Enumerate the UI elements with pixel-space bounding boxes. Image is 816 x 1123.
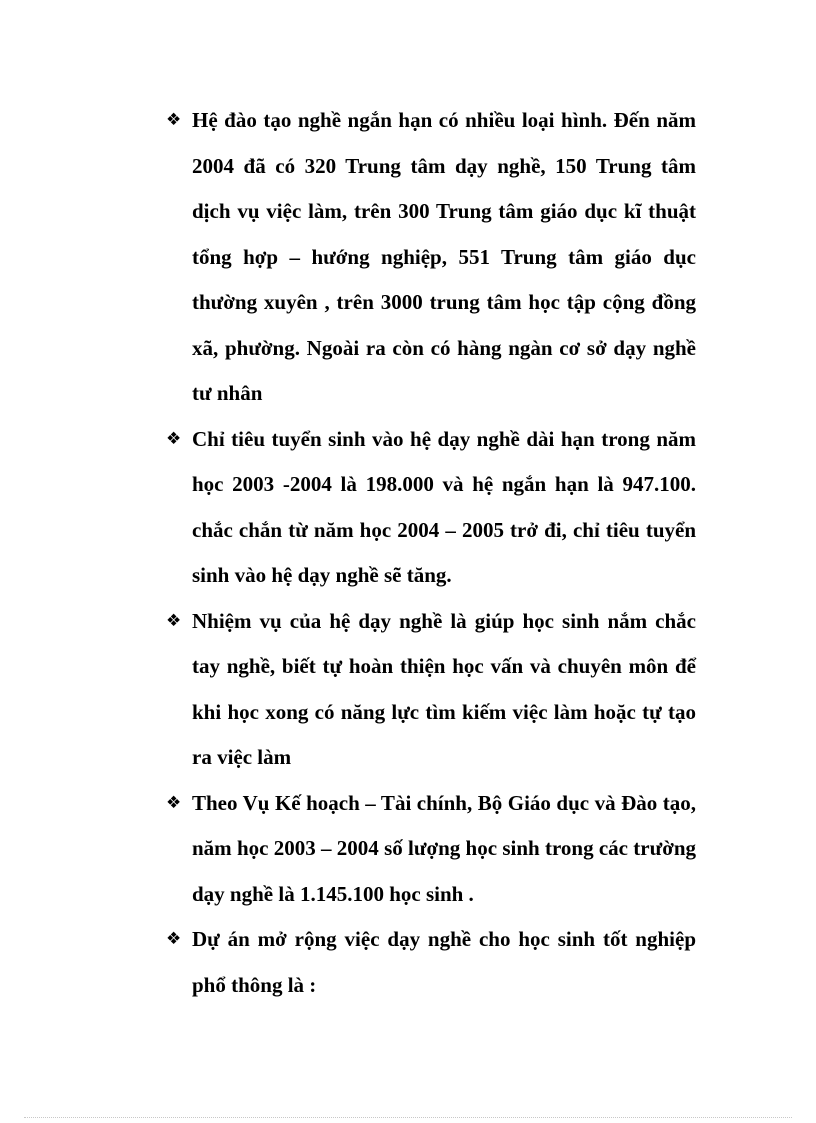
four-diamond-bullet-icon: ❖ <box>166 792 182 813</box>
four-diamond-bullet-icon: ❖ <box>166 610 182 631</box>
list-item-text: Theo Vụ Kế hoạch – Tài chính, Bộ Giáo dục và Đào tạo, năm học 2003 – 2004 số lượng học sinh trong các trường dạy nghề là 1.145.100 học sinh . <box>192 790 696 906</box>
list-item-text: Chỉ tiêu tuyển sinh vào hệ dạy nghề dài hạn trong năm học 2003 -2004 là 198.000 và hệ ngắn hạn là 947.100. chắc chắn từ năm học 2004 – 2005 trở đi, chỉ tiêu tuyển sinh vào hệ dạy nghề sẽ tăng. <box>192 426 696 587</box>
four-diamond-bullet-icon: ❖ <box>166 428 182 449</box>
list-item-text: Nhiệm vụ của hệ dạy nghề là giúp học sinh nắm chắc tay nghề, biết tự hoàn thiện học vấn và chuyên môn để khi học xong có năng lực tìm kiếm việc làm hoặc tự tạo ra việc làm <box>192 608 696 769</box>
list-item <box>166 599 696 781</box>
four-diamond-bullet-icon: ❖ <box>166 110 182 130</box>
list-item <box>166 98 696 417</box>
list-item <box>166 917 696 1008</box>
list-item-text: Dự án mở rộng việc dạy nghề cho học sinh tốt nghiệp phổ thông là : <box>192 927 696 997</box>
four-diamond-bullet-icon: ❖ <box>166 929 182 949</box>
page-bottom-divider <box>24 1117 792 1118</box>
list-item-text: Hệ đào tạo nghề ngắn hạn có nhiều loại hình. Đến năm 2004 đã có 320 Trung tâm dạy nghề, 150 Trung tâm dịch vụ việc làm, trên 300 Trung tâm giáo dục kĩ thuật tổng hợp – hướng nghiệp, 551 Trung tâm giáo dục thường xuyên , trên 3000 trung tâm học tập cộng đồng xã, phường. Ngoài ra còn có hàng ngàn cơ sở dạy nghề tư nhân <box>192 108 696 405</box>
list-item <box>166 417 696 599</box>
list-item <box>166 781 696 918</box>
bullet-list <box>166 98 696 1008</box>
